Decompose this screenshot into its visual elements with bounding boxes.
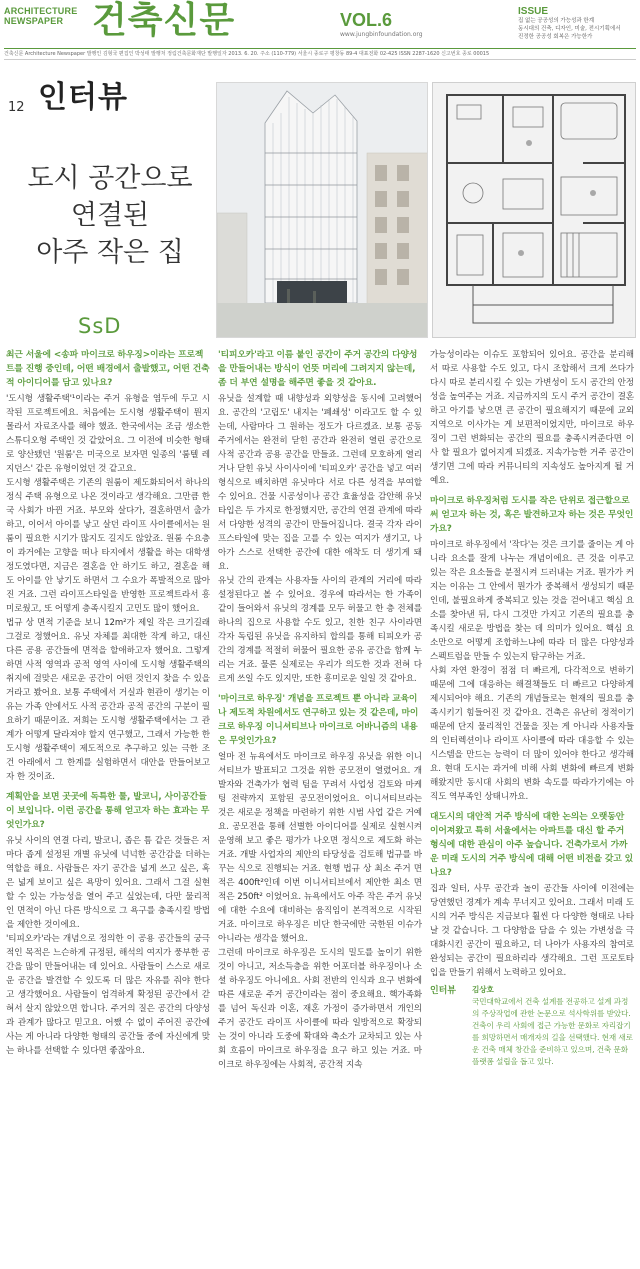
building-illustration (217, 83, 428, 338)
masthead-english-line-1: ARCHITECTURE (4, 6, 78, 16)
interviewer-credit (430, 984, 634, 1068)
issue-line: 동시대의 건축, 디자인, 미술, 전시기획에서 (518, 26, 621, 32)
masthead-english-line-2: NEWSPAPER (4, 16, 64, 26)
interview-question: 마이크로 하우징처럼 도시를 작은 단위로 접근할으로써 얻고자 하는 것, 혹은 발견하고자 하는 것은 무엇인가요? (430, 496, 634, 534)
masthead-english-name (4, 6, 77, 26)
interview-answer: 유닛 사이의 연결 다리, 발코니, 좁은 틈 같은 것들은 저마다 좁게 설정된 개별 유닛에 넉넉한 공간감을 더하는 역할을 해요. 사람들은 자기 공간을 넓게 쓰고 싶은, 혹은 넓게 보이고 싶은 욕망이 있어요. 그래서 그걸 실현할 수 있는 가능성을 열어 주고 싶었는데, 다만 물리적인 면적이 아닌 다른 방식으로 그 욕구를 충족시킬 방법을 제안한 것이에요. (6, 836, 210, 930)
interview-answer: 얼마 전 뉴욕에서도 마이크로 하우징 유닛을 위한 이니셔티브가 발표되고 그것을 위한 공모전이 열렸어요. 개발자와 건축가가 협력 팀을 꾸려서 사업성 검토와 마케팅 전략까지 포함된 공모전이었어요. 이니셔티브라는 것은 새로운 정책을 마련하기 위한 시범 사업 같은 거예요. 공모전을 통해 선별한 아이디어를 실제로 실현시켜 운영해 보고 좋은 평가가 나오면 정식으로 제도화 하는 거죠. 개발 사업자의 제안의 타당성을 검토해 법규를 바꾸는 식으로 진행되는 거죠. 현행 법규 상 최소 주거 면적은 400ft²인데 이번 이니셔티브에서 제안한 최소 면적은 250ft² 이었어요. 뉴욕에서도 아주 작은 주거 유닛에 대한 수요에 대비하는 움직임이 본격적으로 시작된 거죠. 마이크로 하우징은 비단 한국에만 국한된 이슈가 아니라는 생각을 했어요. (218, 752, 422, 944)
article-column-3 (430, 348, 634, 1068)
interview-answer: 유닛을 설계할 때 내향성과 외향성을 동시에 고려했어요. 공간의 '고립도' 내지는 '폐쇄성' 이라고도 할 수 있는데, 사람마다 그 원하는 정도가 다르겠죠. 보통 공동 주거에서는 완전히 닫힌 공간과 완전히 열린 공간으로 사적 공간과 공용 공간을 만들죠. 그런데 모호하게 열리거나 닫힌 유닛 사이사이에 '티피오카' 공간을 넣고 여러 형식으로 배치하면 유닛마다 서로 다른 성격을 부여할 수 있어요. 건물 시공성이나 공간 효율성을 감안해 유닛 타입은 두 가지로 한정했지만, 공간의 연결 관계에 따라서 다양한 성격의 공간이 만들어집니다. 결국 각자 라이프스타일에 맞는 집을 고를 수 있는 여지가 생기고, 나아가 스스로 선택한 공간에 대한 애착도 더 생기게 돼요. (218, 394, 422, 572)
headline-line: 연결된 (70, 200, 150, 231)
section-title: 인터뷰 (38, 80, 128, 115)
floor-plan-illustration (433, 83, 636, 338)
article-headline (10, 160, 210, 271)
masthead-korean-name: 건축신문 (92, 0, 236, 41)
interview-question: '티피오카'라고 이름 붙인 공간이 주거 공간의 다양성을 만들어내는 방식이 언뜻 머리에 그려지지 않는데, 좀 더 부연 설명을 해주면 좋을 것 같아요. (218, 350, 418, 388)
issue-line: 집 없는 공공성의 가능성과 한계 (518, 18, 595, 24)
interview-answer: 도시형 생활주택은 기존의 원룸이 제도화되어서 하나의 정식 주택 유형으로 나온 것이라고 생각해요. 그만큼 한국 사회가 바뀐 거죠. 부모와 살다가, 결혼하면서 출가하고, 이어서 아이를 낳고 살던 라이프 사이클에서는 원룸이 필요한 시기가 많지도 길지도 않았죠. 원룸 수요층이 과거에는 고향을 떠나 타지에서 생활을 하는 대학생 정도였다면, 지금은 결혼을 안 하기도 하고, 결혼을 해도 아이를 안 낳기도 하면서 그 수요가 폭발적으로 많아진 거죠. 그런 라이프스타일을 반영한 프로젝트라서 흥미로웠고, 또 어떻게 층족시킬지 고민도 많이 했어요. (6, 478, 210, 614)
headline-line: 도시 공간으로 (27, 163, 193, 194)
byline: SsD (78, 314, 122, 338)
volume-label: VOL.6 (340, 10, 393, 30)
masthead-url: www.jungbinfoundation.org (340, 31, 423, 38)
interview-question: 계획안을 보면 곳곳에 독특한 툴, 발코니, 사이공간들이 보입니다. 이런 공간을 통해 얻고자 하는 효과는 무엇인가요? (6, 792, 210, 830)
interviewer-name: 김상호 (472, 985, 494, 994)
interview-answer: 집과 일터, 사무 공간과 놀이 공간들 사이에 이전에는 당연했던 경계가 계속 무너지고 있어요. 그래서 미래 도시의 거주 방식은 지금보다 훨씬 다 다양한 형태로 나타날 것 같습니다. 그 다양함을 담을 수 있는 가변성을 극대화시킨 공간이 필요하고, 더 나아가 사용자의 참여로 완성되는 공간이 필요하리라 생각해요. 그런 프로토타입을 만들기 위해서 노력하고 있어요. (430, 884, 634, 978)
interview-answer: 가능성이라는 이슈도 포함되어 있어요. 공간을 분리해서 따로 사용할 수도 있고, 다시 조합해서 크게 쓰다가 다시 따로 분리시킬 수 있는 가변성이 도시 공간의 안정성을 높여주는 거죠. 지금까지의 도시 주거 공간이 결혼하고 아기를 낳으면 큰 공간이 필요해지기 때문에 교외 지역으로 이사가는 게 보편적이었지만, 마이크로 하우징이 그런 변화되는 공간의 필요를 충족시켜준다면 이사 할 필요가 없어지게 되겠죠. 지속가능한 거주 공간이 생기면 그에 따라 커뮤니티의 지속성도 높아지게 될 거예요. (430, 350, 634, 486)
issue-box (518, 6, 638, 41)
publication-info-bar: 건축신문 Architecture Newspaper 발행인 김형국 편집인 박성태 발행처 정림건축문화재단 발행일자 2013. 6. 20. 주소 (110-779) 서울시 종로구 평창동 89-4 대표전화 02-425 ISSN 2287-1620 신고번호 종로 00015 (4, 48, 636, 60)
floor-plan-drawing (432, 82, 636, 338)
interviewer-bio: 국민대학교에서 건축 설계를 전공하고 설계 과정의 주상작업에 관한 논문으로 석사학위를 받았다. 건축이 우리 사회에 접근 가능한 문화로 자리잡기를 희망하면서 매개자의 길을 선택했다. 현재 새로운 건축 매체 창간을 준비하고 있으며, 건축 문화 플랫폼 설립을 돕고 있다. (472, 997, 633, 1066)
interview-answer: 유닛 간의 관계는 사용자들 사이의 관계의 거리에 따라 설정된다고 볼 수 있어요. 경우에 따라서는 한 가족이 같이 들어와서 유닛의 경계를 모두 허물고 한 층 전체를 하나의 집으로 사용할 수도 있고, 친한 친구 사이라면 각자 독립된 유닛을 유지하되 합의를 통해 티피오카 공간의 경계를 적절히 허물어 필요한 공유 공간을 함께 누리는 거죠. 물론 실제로는 우리가 의도한 것과 전혀 다르게 쓰일 수도 있지만, 또한 흥미로운 일일 것 같아요. (218, 576, 422, 684)
headline-line: 아주 작은 집 (36, 237, 184, 268)
article-column-2 (218, 348, 422, 1072)
interview-answer: 법규 상 면적 기준을 보니 12m²가 제일 작은 크기길래 그걸로 정했어요. 유닛 자체를 최대한 작게 하고, 대신 다른 공용 공간들에 면적을 할애하고자 했어요. 그렇게 하면 사적 영역과 공적 영역 사이에 도시형 생활주택의 취지에 걸맞은 새로운 공간이 어떤 것인지 찾을 수 있을 거라고 봤어요. 보통 주택에서 거실과 현관이 생기는 이유는 가족 안에서도 사적 공간과 공적 공간의 구분이 필요하기 때문이죠. 저희는 도시형 생활주택에서는 그 관계가 어떻게 달라져야 할지 연구했고, 그래서 가능한 한 도시형 생활주택이 제도적으로 추구하고 있는 극한 조건 아래에서 그 한계를 실험하면서 대안을 만들어보고자 한 것이죠. (6, 618, 210, 782)
page-number: 12 (8, 100, 25, 115)
interview-answer: '티피오카'라는 개념으로 정의한 이 공용 공간들의 궁극적인 목적은 느슨하게 규정된, 해석의 여지가 풍부한 공간을 많이 만들어내는 데 있어요. 사람들이 스스로 새로운 공간을 발견할 수 있도록 더 많은 자유를 줘야 한다고 생각했어요. 사람들이 엄격하게 확정된 공간에서 갇혀서 살지 않았으면 합니다. 주거의 질은 공간의 다양성과 관계가 많다고 믿고요. 어쨌 수 없이 주어진 공간에 사는 게 아니라 다양한 형태의 공간들 중에 자신에게 맞는 하나를 선택할 수 있다면 좋잖아요. (6, 934, 210, 1056)
interviewer-bio-block (472, 984, 634, 1068)
issue-label: ISSUE (518, 6, 549, 17)
building-photo (216, 82, 428, 338)
interview-question: '마이크로 하우징' 개념을 프로젝트 뿐 아니라 교육이나 제도적 차원에서도 연구하고 있는 것 같은데, 마이크로 하우징 이니셔티브나 마이크로 어바니즘의 내용은 무엇인가요? (218, 694, 419, 746)
interview-answer: 그런데 마이크로 하우징은 도시의 밀도를 높이기 위한 것이 아니고, 저소득층을 위한 어포더블 하우징이나 소셜 하우징도 아니에요. 사회 전반의 인식과 요구 변화에 따른 새로운 주거 공간이라는 점이 중요해요. 핵가족화를 넘어 독신과 이혼, 재혼 가정이 증가하면서 개인의 주거 공간도 라이프 사이클에 따라 일방적으로 확장되는 것이 아니라 도중에 확대와 축소가 교차되고 있는 사회 흐름이 마이크로 하우징을 요구 하고 있는 거죠. 마이크로 하우징에는 사회적, 공간적 지속 (218, 948, 422, 1070)
article-column-1 (6, 348, 210, 1058)
interview-answer: 사회 자연 환경이 점점 더 빠르게, 다각적으로 변하기 때문에 그에 대응하는 해결책들도 더 빠르고 다양하게 제시되어야 해요. 기존의 개념들로는 현재의 필요를 충족시키기 힘들어진 것 같아요. 건축은 유난히 정적이기 때문에 단지 물리적인 건물을 짓는 게 아니라 사용자들의 인터렉션이나 라이프 사이클에 따라 대응할 수 있는 시스템을 만드는 능력이 더 많이 있어야 한다고 생각해요. 현대 도시는 과거에 비해 사회 변화에 빠르게 변화해왔지만 동시대 사회의 변화 속도를 따라가기에는 아직도 역부족인 상태니까요. (430, 666, 634, 802)
interview-question: 대도시의 대안적 거주 방식에 대한 논의는 오랫동안 이어져왔고 특히 서울에서는 아파트를 대신 할 주거 형식에 대한 관심이 아주 높습니다. 건축가로서 가까운 미래 도시의 거주 방식에 대해 어떤 비전을 갖고 있나요? (430, 812, 634, 878)
issue-line: 진정한 공공성 회복은 가능한가 (518, 34, 593, 40)
interviewer-label: 인터뷰 (430, 986, 456, 996)
interview-answer: '도시형 생활주택'¹이라는 주거 유형을 염두에 두고 시작된 프로젝트에요. 처음에는 도시형 생활주택이 뭔지 몰라서 자료조사를 해야 했죠. 한국에서는 조금 생소한 스튜디오형 주택인 것 같았어요. 그 이전에 비슷한 형태로 양산됐던 '원룸'은 미국으로 보자면 일종의 '룸텔 레지던스' 같은 유형이었던 것 같고요. (6, 394, 210, 474)
masthead (0, 0, 640, 44)
interview-answer: 마이크로 하우징에서 '작다'는 것은 크기를 줄이는 게 아니라 요소를 잘게 나누는 개념이에요. 큰 것을 이루고 있는 작은 요소들을 분절시켜 드러내는 거죠. 뭔가가 커지는 이유는 그 안에서 뭔가가 중복해서 생성되기 때문인데, 불필요하게 중복되고 있는 것을 걷어내고 핵심 요소를 찾아낸 뒤, 다시 그것만 가지고 기존의 필요를 충족시킬 새로운 방법을 찾는 데 의미가 있어요. 핵심 요소만으로 어떻게 조합하느냐에 따라 더 많은 다양성과 스펙트럼을 만들 수 있는지 탐구하는 거죠. (430, 540, 634, 662)
interview-question: 최근 서울에 <송파 마이크로 하우징>이라는 프로젝트를 진행 중인데, 어떤 배경에서 출발했고, 어떤 건축적 아이디어를 담고 있나요? (6, 350, 210, 388)
